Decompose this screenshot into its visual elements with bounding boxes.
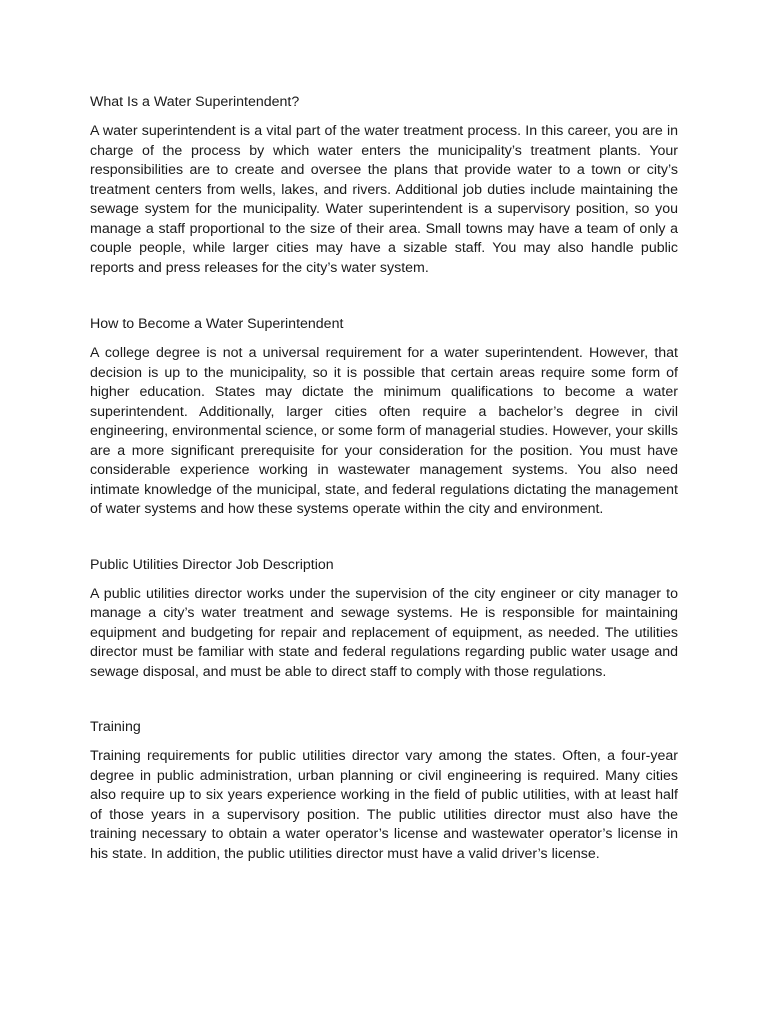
section-paragraph: Training requirements for public utilities director vary among the states. Often, a four-year degree in public administration, urban planning or civil engineering is required. Many cities also require up to six years experience working in the field of public utilities, with at least half of those years in a supervisory position. The public utilities director must also have the training necessary to obtain a water operator’s license and wastewater operator’s license in his state. In addition, the public utilities director must have a valid driver’s license. bbox=[90, 748, 678, 862]
section-heading: What Is a Water Superintendent? bbox=[90, 94, 300, 110]
section-paragraph: A college degree is not a universal requirement for a water superintendent. However, that decision is up to the municipality, so it is possible that certain areas require some form of higher education. States may dictate the minimum qualifications to become a water superintendent. Additionally, larger cities often require a bachelor’s degree in civil engineering, environmental science, or some form of managerial studies. However, your skills are a more significant prerequisite for your consideration for the position. You must have considerable experience working in wastewater management systems. You also need intimate knowledge of the municipal, state, and federal regulations dictating the management of water systems and how these systems operate within the city and environment. bbox=[90, 345, 678, 517]
section-heading: Training bbox=[90, 719, 141, 735]
document-page bbox=[90, 92, 678, 864]
section-how-to-become bbox=[90, 314, 678, 520]
section-heading: How to Become a Water Superintendent bbox=[90, 316, 344, 332]
section-utilities-director bbox=[90, 555, 678, 683]
section-heading: Public Utilities Director Job Description bbox=[90, 556, 334, 573]
section-training bbox=[90, 717, 678, 864]
section-paragraph: A water superintendent is a vital part of the water treatment process. In this career, you are in charge of the process by which water enters the municipality’s treatment plants. Your responsibilities are to create and oversee the plans that provide water to a town or city’s treatment centers from wells, lakes, and rivers. Additional job duties include maintaining the sewage system for the municipality. Water superintendent is a supervisory position, so you manage a staff proportional to the size of their area. Small towns may have a team of only a couple people, while larger cities may have a sizable staff. You may also handle public reports and press releases for the city’s water system. bbox=[90, 123, 678, 276]
section-water-superintendent bbox=[90, 92, 678, 278]
section-paragraph: A public utilities director works under the supervision of the city engineer or city manager to manage a city’s water treatment and sewage systems. He is responsible for maintaining equipment and budgeting for repair and replacement of equipment, as needed. The utilities director must be familiar with state and federal regulations regarding public water usage and sewage disposal, and must be able to direct staff to comply with those regulations. bbox=[90, 585, 678, 680]
